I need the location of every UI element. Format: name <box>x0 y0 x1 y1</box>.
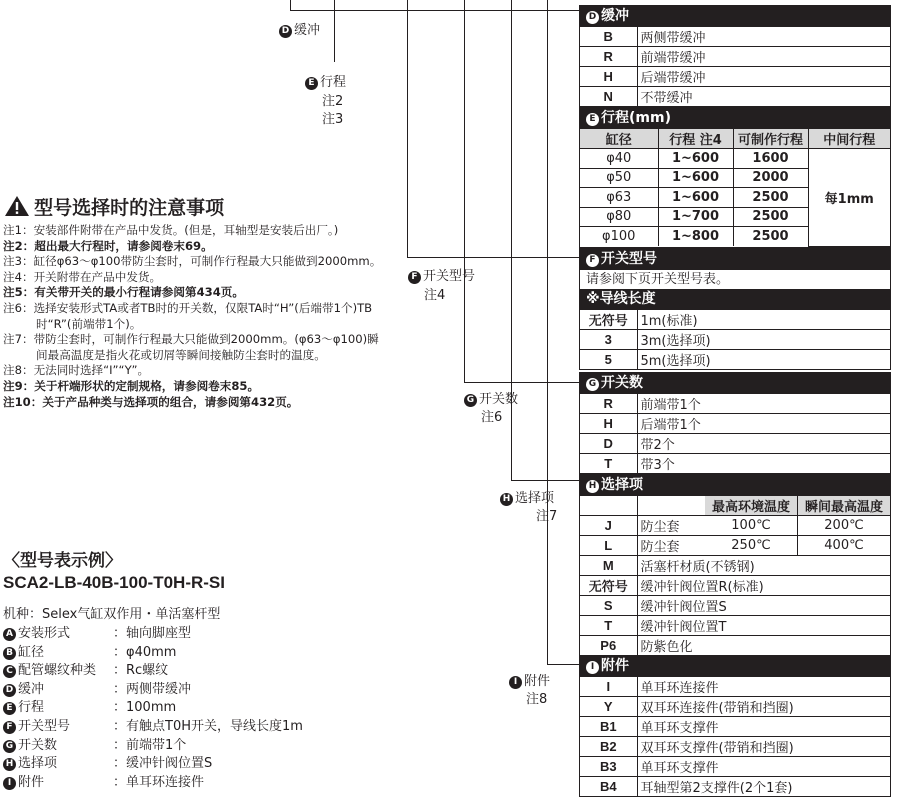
stroke-header: E 行程(mm) <box>580 108 890 129</box>
switch-qty-table <box>579 372 891 474</box>
note-item: 注7：带防尘套时，可制作行程最大只能做到2000mm。(φ63～φ100)瞬间最高温度是指火花或切屑等瞬间接触防尘套时的温度。 <box>3 332 379 362</box>
note-item: 注9：关于杆端形状的定制规格，请参阅卷末85。 <box>3 378 260 393</box>
badge-e-icon: E <box>3 702 16 715</box>
branch-e-label: E 行程 <box>305 71 346 90</box>
precautions-title: 型号选择时的注意事项 <box>4 193 224 220</box>
table-row: J 防尘套 100℃ 200℃ <box>580 516 890 536</box>
mid-stroke: 每1mm <box>808 149 890 247</box>
table-row: H 后端带1个 <box>580 414 890 434</box>
table-row: B1 单耳环支撑件 <box>580 717 890 737</box>
badge-i-icon: I <box>586 661 599 674</box>
example-row: H 选择项 ：缓冲针阀位置S <box>3 755 303 774</box>
table-row: D 带2个 <box>580 434 890 454</box>
table-row: M 活塞杆材质(不锈钢) <box>580 556 890 576</box>
badge-h-icon: H <box>3 758 16 771</box>
connector-g-h <box>464 382 579 383</box>
table-row: S 缓冲针阀位置S <box>580 596 890 616</box>
cushion-header: D 缓冲 <box>580 6 890 27</box>
table-row: φ63 1~600 2500 <box>580 188 890 208</box>
connector-f-h <box>407 257 579 258</box>
connector-g <box>464 0 465 383</box>
badge-e-icon: E <box>586 113 599 126</box>
branch-g-label: G 开关数 <box>464 388 518 407</box>
badge-i-icon: I <box>3 777 16 790</box>
example-row: A 安装形式 ：轴向脚座型 <box>3 625 303 644</box>
note-item: 注4：开关附带在产品中发货。 <box>3 269 162 284</box>
table-row: φ50 1~600 2000 <box>580 168 890 188</box>
badge-g-icon: G <box>586 378 599 391</box>
example-title: 〈型号表示例〉 <box>3 551 122 571</box>
table-row: 3 3m(选择项) <box>580 330 890 350</box>
note-item: 注3：缸径φ63～φ100带防尘套时，可制作行程最大只能做到2000mm。 <box>3 254 382 269</box>
table-row: R 前端带1个 <box>580 394 890 414</box>
example-row: C 配管螺纹种类 ：Rc螺纹 <box>3 662 303 681</box>
example-row: I 附件 ：单耳环连接件 <box>3 774 303 793</box>
badge-d-icon: D <box>3 684 16 697</box>
badge-h-icon: H <box>586 480 599 493</box>
badge-h-icon: H <box>500 493 513 506</box>
table-row: 无符号 1m(标准) <box>580 310 890 330</box>
table-row: R 前端带缓冲 <box>580 47 890 67</box>
example-row: E 行程 ：100mm <box>3 699 303 718</box>
badge-f-icon: F <box>586 254 599 267</box>
table-row: B2 双耳环支撑件(带销和挡圈) <box>580 737 890 757</box>
example-model-code: SCA2-LB-40B-100-T0H-R-SI <box>3 573 225 592</box>
branch-d-label: D 缓冲 <box>279 19 320 38</box>
note-item: 注6：选择安装形式TA或者TB时的开关数，仅限TA时“H”(后端带1个)TB时“R”(前端带1个)。 <box>3 300 373 331</box>
lead-length-header: ※导线长度 <box>580 289 890 310</box>
table-row: T 缓冲针阀位置T <box>580 616 890 636</box>
badge-d-icon: D <box>586 11 599 24</box>
connector-f <box>407 0 408 258</box>
note-item: 注1：安装部件附带在产品中发货。(但是，耳轴型是安装后出厂。) <box>3 223 339 237</box>
table-row: φ80 1~700 2500 <box>580 207 890 227</box>
table-row: H 后端带缓冲 <box>580 67 890 87</box>
connector-h <box>511 0 512 481</box>
branch-f-note: 注4 <box>424 288 446 303</box>
badge-b-icon: B <box>3 647 16 660</box>
precaution-notes <box>3 223 387 410</box>
options-table <box>579 474 891 656</box>
example-row: D 缓冲 ：两侧带缓冲 <box>3 681 303 700</box>
branch-i-label: I 附件 <box>509 670 550 689</box>
switch-model-table <box>579 248 891 370</box>
table-row: Y 双耳环连接件(带销和挡圈) <box>580 697 890 717</box>
table-row: B 两侧带缓冲 <box>580 27 890 47</box>
badge-d-icon: D <box>279 25 292 38</box>
branch-e-note: 注2 <box>322 94 344 109</box>
badge-f-icon: F <box>3 721 16 734</box>
connector-i <box>547 0 548 665</box>
note-item: 注2：超出最大行程时，请参阅卷末69。 <box>3 238 213 253</box>
branch-h-label: H 选择项 <box>500 487 554 506</box>
table-header-row: 缸径 行程 注4 可制作行程 中间行程 <box>580 129 890 149</box>
table-row: P6 防紫色化 <box>580 636 890 656</box>
table-row: I 单耳环连接件 <box>580 677 890 697</box>
switch-qty-header: G 开关数 <box>580 373 890 394</box>
badge-g-icon: G <box>3 740 16 753</box>
accessory-table <box>579 655 891 797</box>
table-row: φ100 1~800 2500 <box>580 227 890 247</box>
note-item: 注8：无法同时选择“I”“Y”。 <box>3 363 150 378</box>
table-row: 无符号 缓冲针阀位置R(标准) <box>580 576 890 596</box>
table-row: B3 单耳环支撑件 <box>580 757 890 777</box>
switch-model-desc: 请参阅下页开关型号表。 <box>586 272 730 287</box>
accessory-header: I 附件 <box>580 656 890 677</box>
example-row: F 开关型号 ：有触点T0H开关，导线长度1m <box>3 718 303 737</box>
connector-d <box>290 0 291 11</box>
table-row: φ40 1~600 1600 每1mm <box>580 149 890 169</box>
options-header: H 选择项 <box>580 475 890 496</box>
badge-i-icon: I <box>509 676 522 689</box>
example-rows <box>3 625 303 792</box>
branch-e-note: 注3 <box>322 112 344 127</box>
table-header-row: 最高环境温度 瞬间最高温度 <box>580 496 890 516</box>
connector-i-h <box>547 664 579 665</box>
example-machine: 机种：Selex气缸双作用・单活塞杆型 <box>3 607 221 622</box>
example-row: G 开关数 ：前端带1个 <box>3 737 303 756</box>
table-row: B4 耳轴型第2支撑件(2个1套) <box>580 777 890 797</box>
table-row: L 防尘套 250℃ 400℃ <box>580 536 890 556</box>
note-item: 注10：关于产品种类与选择项的组合，请参阅第432页。 <box>3 394 299 409</box>
warning-icon <box>4 195 30 217</box>
table-row: 5 5m(选择项) <box>580 350 890 370</box>
branch-i-note: 注8 <box>526 692 548 707</box>
badge-a-icon: A <box>3 628 16 641</box>
badge-g-icon: G <box>464 394 477 407</box>
connector-d-h <box>290 10 579 11</box>
badge-f-icon: F <box>408 271 421 284</box>
stroke-table <box>579 107 891 248</box>
connector-h-h <box>511 480 579 481</box>
badge-e-icon: E <box>305 77 318 90</box>
table-row: T 带3个 <box>580 454 890 474</box>
example-row: B 缸径 ：φ40mm <box>3 644 303 663</box>
cushion-table <box>579 5 891 107</box>
branch-h-note: 注7 <box>536 509 558 524</box>
branch-f-label: F 开关型号 <box>408 265 475 284</box>
badge-c-icon: C <box>3 665 16 678</box>
note-item: 注5：有关带开关的最小行程请参阅第434页。 <box>3 285 244 300</box>
table-row: N 不带缓冲 <box>580 87 890 107</box>
switch-model-header: F 开关型号 <box>580 249 890 270</box>
branch-g-note: 注6 <box>481 410 503 425</box>
